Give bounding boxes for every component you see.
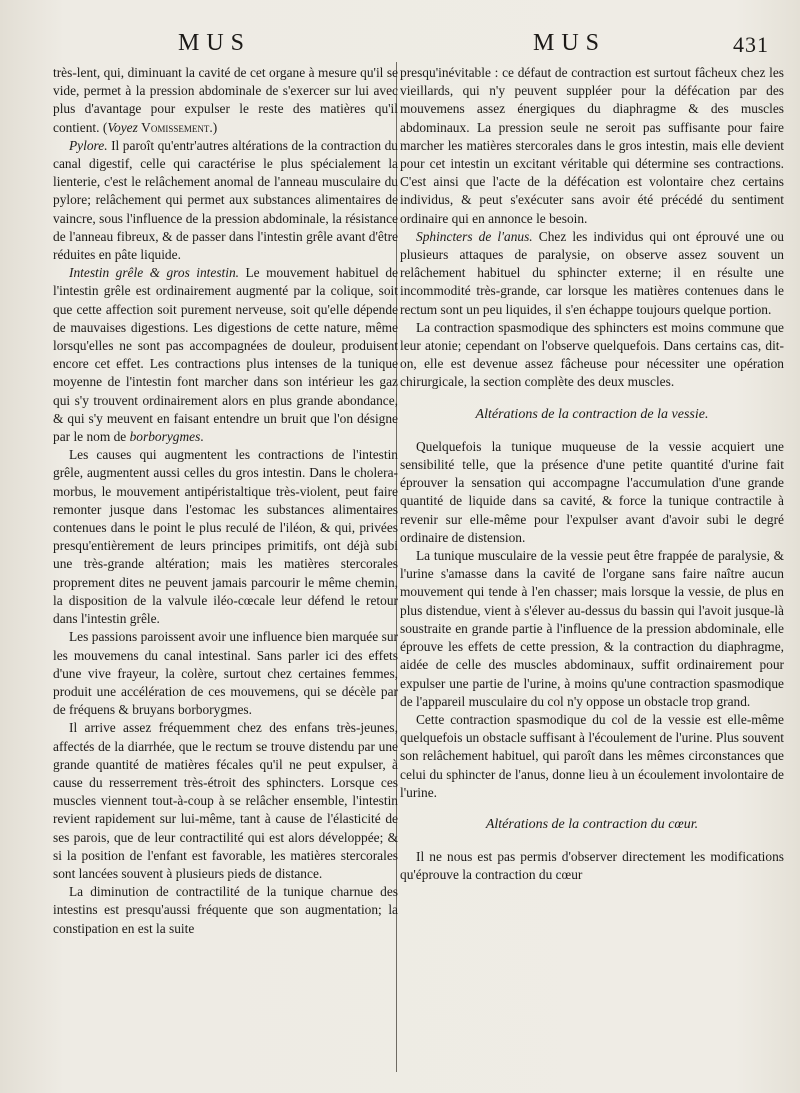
paragraph-right-1: presqu'inévitable : ce défaut de contraction est surtout fâcheux chez les vieillards, qui n'y peuvent suppléer pour la défécation par des mouvemens assez énergiques du diaphragme & des muscles abdominaux. La pression seule ne seroit pas suffisante pour faire marcher les matières stercorales dans le gros intestin, mais elle devient pour cet intestin un excitant véritable qui détermine ses contractions. C'est ainsi que l'acte de la défécation est volontaire chez certains individus, & peut s'exécuter sans avoir été précédé du sentiment ordinaire qui en annonce le besoin. [400,65,784,226]
paragraph-left-5: Les passions paroissent avoir une influence bien marquée sur les mouvemens du canal intestinal. Sans parler ici des effets d'une vive frayeur, la colère, surtout chez certaines femmes, produit une accélération de ces mouvemens, qui se décèle par de fréquens & bruyans borborygmes. [53,629,398,718]
section-heading-vessie: Altérations de la contraction de la vessie. [475,406,709,422]
term-borborygmes: borborygmes [129,429,201,445]
reference-word: Vomissement [141,119,210,135]
paragraph-right-7: Il ne nous est pas permis d'observer directement les modifications qu'éprouve la contraction du cœur [400,849,784,883]
reference-open: ( [102,119,108,135]
reference-voyez: Voyez [107,119,138,135]
paragraph-text: Chez les individus qui ont éprouvé une ou plusieurs attaques de paralysie, on observe assez souvent un relâchement habituel du sphincter externe; il en résulte une incommodité très-grande, car lorsque les matières contenues dans le rectum sont un peu liquides, il s'en échappe toujours quelque portion. [400,228,784,317]
section-lead-pylore: Pylore. [69,137,108,153]
section-lead-sphincters: Sphincters de l'anus. [416,228,533,244]
paragraph-end: . [200,429,204,445]
header-left-title: MUS [178,30,252,56]
paragraph-right-5: La tunique musculaire de la vessie peut être frappée de paralysie, & l'urine s'amasse dans la cavité de l'organe sans faire naître aucun mouvement qui tende à l'en chasser; mais lorsque la vessie, de plus en plus distendue, vient à s'élever au-dessus du bassin qui l'avoit jusque-là soustraite en grande partie à l'influence de la pression abdominale, elle éprouve les effets de cette pression, & la contraction du diaphragme, aidée de celle des muscles abdominaux, suffit ordinairement pour expulser une partie de l'urine, à moins qu'une contraction spasmodique de l'appareil musculaire du col n'y oppose un obstacle trop grand. [400,548,784,709]
section-heading-coeur: Altérations de la contraction du cœur. [485,816,699,832]
paragraph-left-2 [53,137,398,264]
section-lead-intestin: Intestin grêle & gros intestin. [69,265,240,281]
running-header [0,30,800,60]
paragraph-left-6: Il arrive assez fréquemment chez des enfans très-jeunes, affectés de la diarrhée, que le rectum se trouve distendu par une grande quantité de matières fécales qu'il ne peut expulser, à cause du resserrement très-étroit des sphincters. Lorsque ces muscles viennent tout-à-coup à se relâcher ensemble, l'intestin revient rapidement sur lui-même, tant à cause de l'élasticité de ses parois, que de leur contractilité qui est alors développée; & si la position de l'enfant est favorable, les matières stercorales sont lancées souvent à plusieurs pieds de distance. [53,720,398,881]
left-column [53,64,398,938]
paragraph-right-6: Cette contraction spasmodique du col de la vessie est elle-même quelquefois un obstacle suffisant à l'écoulement de l'urine. Plus souvent son relâchement habituel, qui paroît dans les mêmes circonstances que celui du sphincter de l'anus, donne lieu à un écoulement involontaire de l'urine. [400,711,784,800]
paragraph-text: Le mouvement habituel de l'intestin grêle est ordinairement augmenté par la colique, soit que cette affection soit purement nerveuse, soit qu'elle dépende de mauvaises digestions. Les digestions de cette nature, même lorsqu'elles ne sont pas accompagnées de douleur, produisent encore cet effet. Les contractions plus intenses de la tunique moyenne de l'intestin font marcher dans son intérieur les gaz qui s'y trouvent ordinairement alors en plus grande abondance, & qui s'y meuvent en faisant entendre un bruit que l'on désigne par le nom de [53,265,398,445]
paragraph-left-3 [53,264,398,446]
reference-close: .) [209,119,218,135]
page-number: 431 [733,32,769,57]
paragraph-text: très-lent, qui, diminuant la cavité de cet organe à mesure qu'il se vide, permet à la pression abdominale de s'exercer sur lui avec plus d'avantage pour expulser le reste des matières qu'il contient. [53,65,398,135]
paragraph-right-2 [400,228,784,319]
paragraph-left-4: Les causes qui augmentent les contractions de l'intestin grêle, augmentent aussi celles du gros intestin. Dans le cholera-morbus, le mouvement antipéristaltique très-violent, peut faire remonter jusque dans l'estomac les substances alimentaires contenues dans le point le plus reculé de l'iléon, & qui, privées presqu'entièrement de leurs principes primitifs, ont déjà subi une très-grande altération; mais les matières stercorales proprement dites ne peuvent jamais parcourir le même chemin, la disposition de la valvule iléo-cœcale leur défend le retour dans l'intestin grêle. [53,447,398,627]
paragraph-left-7: La diminution de contractilité de la tunique charnue des intestins est presqu'aussi fréquente que son augmentation; la constipation en est la suite [53,884,398,936]
paragraph-text: Il paroît qu'entr'autres altérations de la contraction du canal digestif, celle qui caractérise le plus spécialement la lienterie, c'est le relâchement anomal de l'anneau musculaire du pylore; relâchement qui permet aux substances alimentaires de vaincre, sous l'influence de la pression abdominale, la résistance de l'anneau fibreux, & de passer dans l'intestin grêle avant d'être réduites en pâte liquide. [53,137,398,263]
paragraph-right-3: La contraction spasmodique des sphincters est moins commune que leur atonie; cependant on l'observe quelquefois. Dans certains cas, dit-on, elle est devenue assez fâcheuse pour nécessiter une opération chirurgicale, la section complète des deux muscles. [400,319,784,390]
header-right-title: MUS [533,30,607,56]
right-column [400,64,784,885]
paragraph-right-4: Quelquefois la tunique muqueuse de la vessie acquiert une sensibilité telle, que la présence d'une petite quantité d'urine fait éprouver la sensation qui accompagne l'accumulation d'une grande quantité de liquide dans sa cavité, & force la tunique contractile à revenir sur elle-même pour l'expulser avant d'avoir subi le degré ordinaire de distension. [400,438,784,545]
paragraph-left-1 [53,64,398,137]
